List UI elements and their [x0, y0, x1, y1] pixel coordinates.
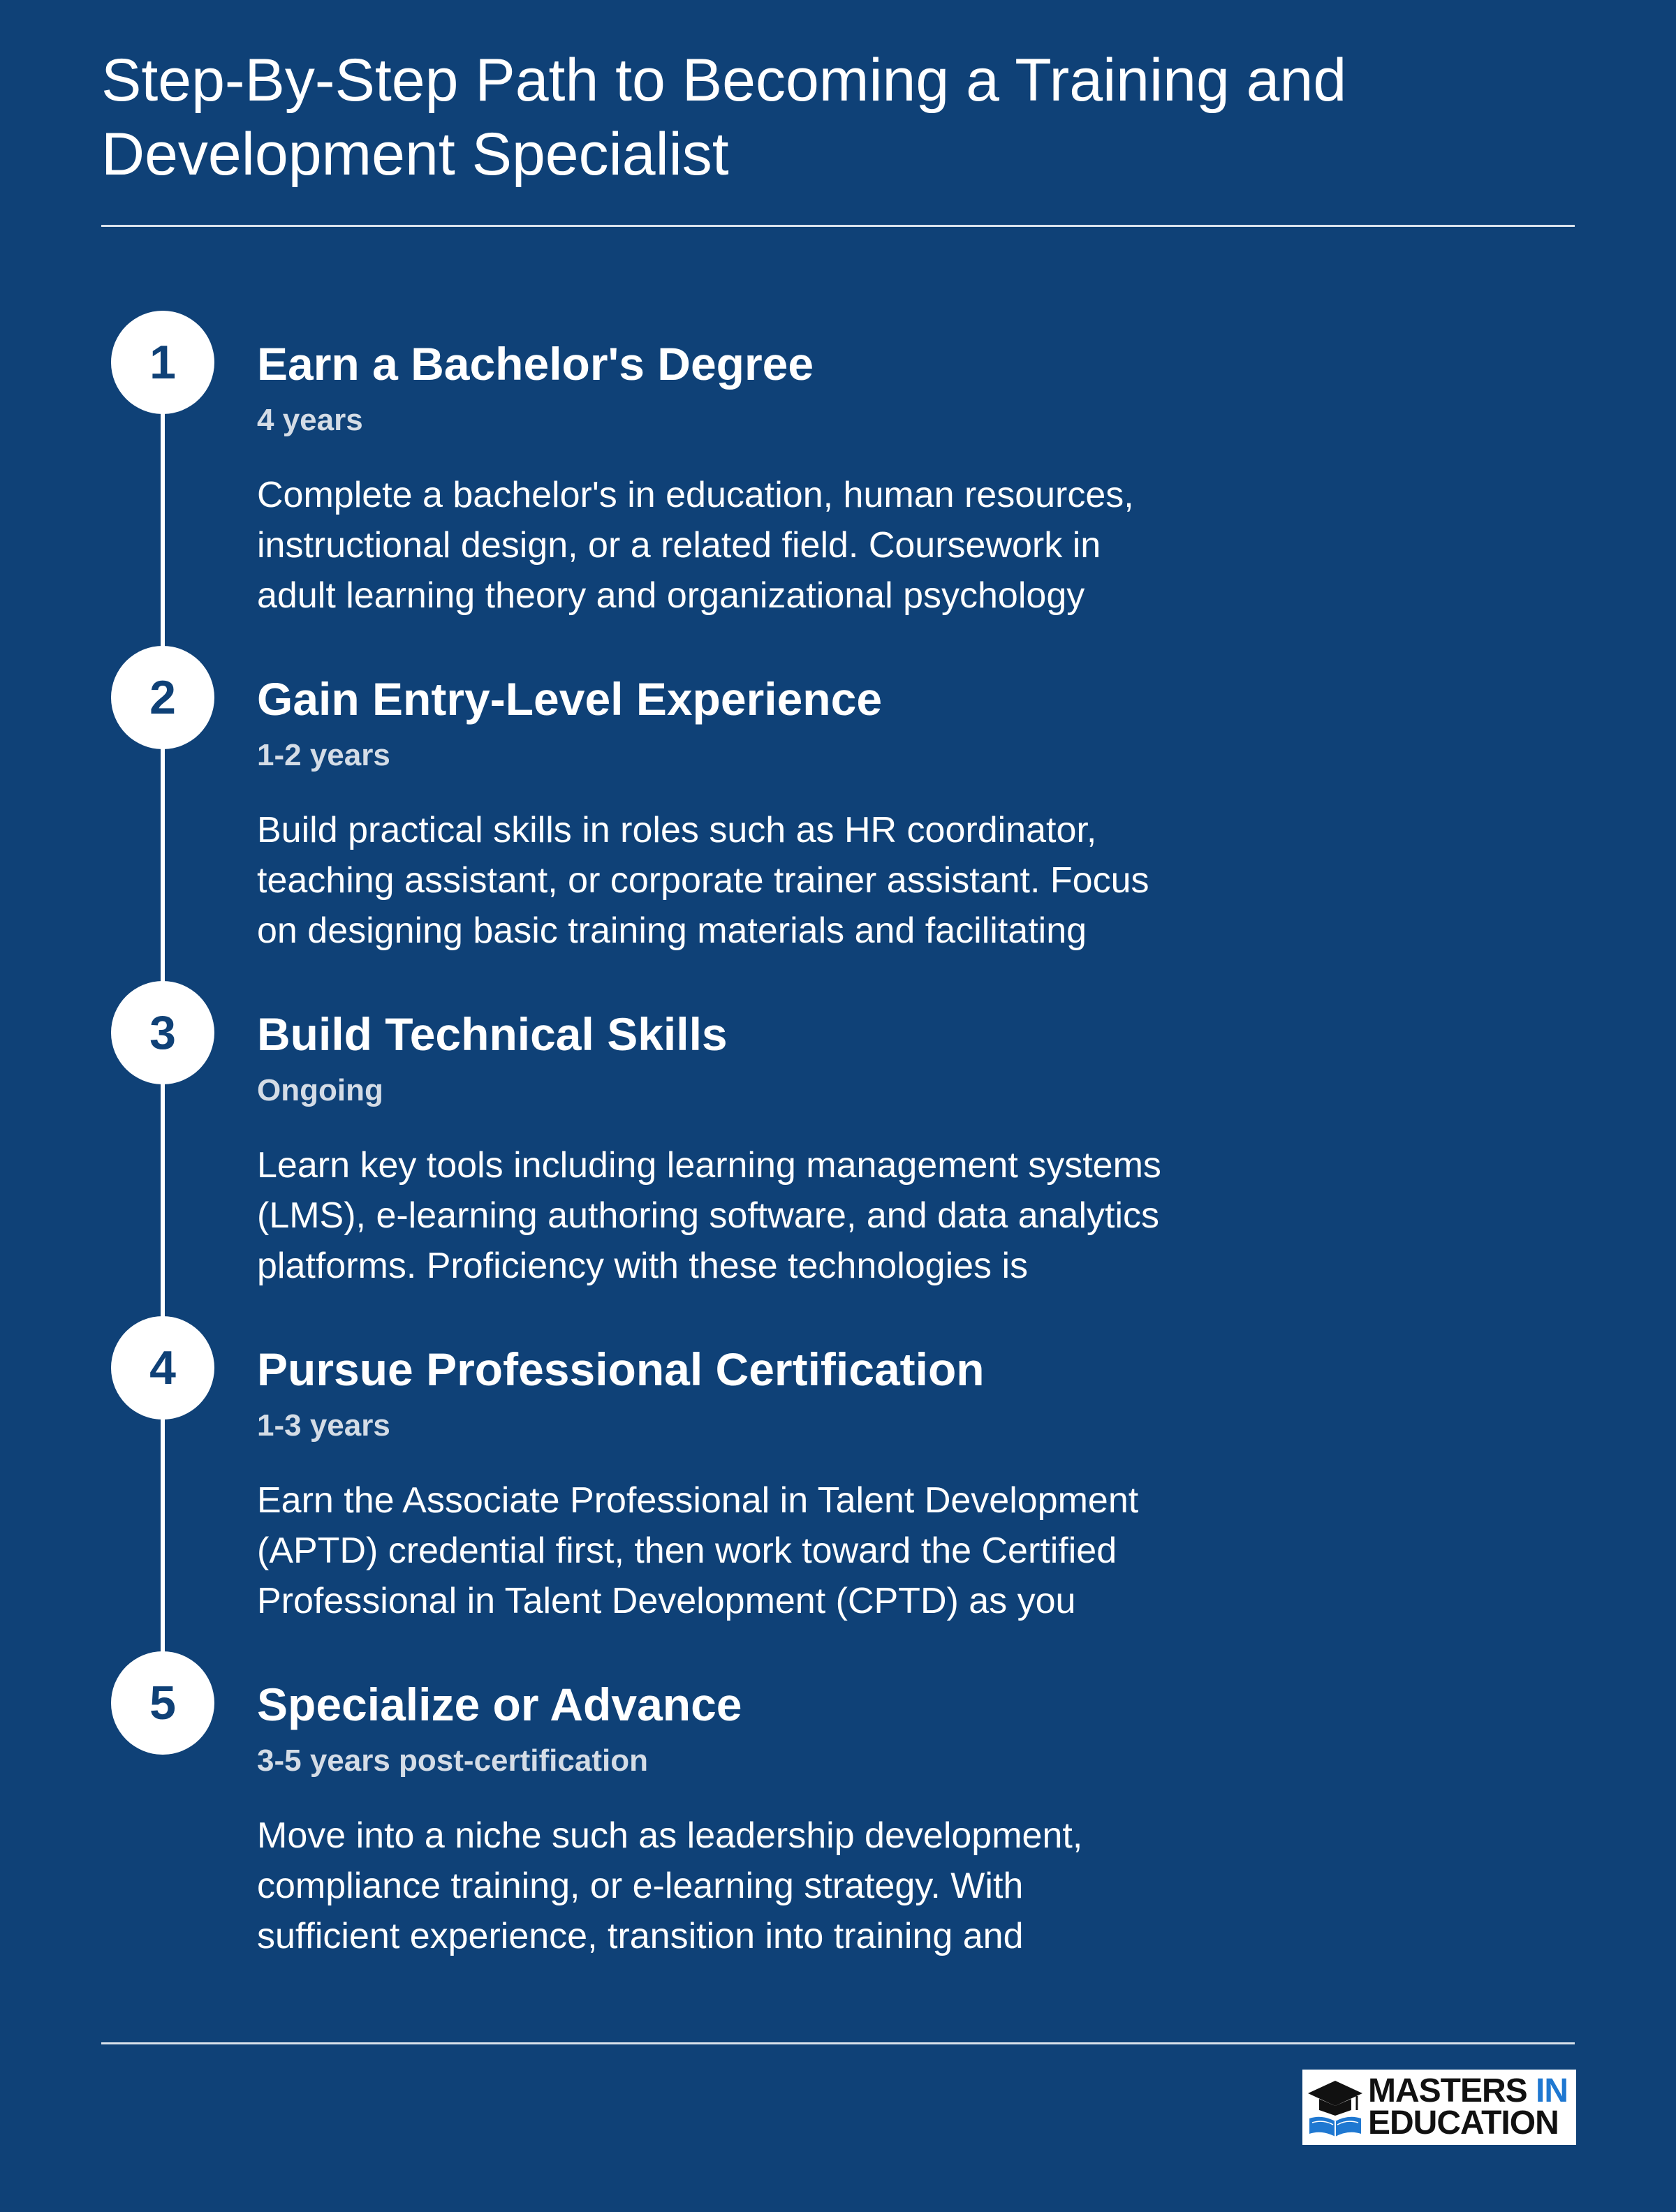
step-number-badge: 4	[111, 1316, 214, 1420]
page-title	[101, 43, 1498, 191]
step-duration: 1-3 years	[257, 1408, 390, 1443]
graduation-cap-book-icon	[1307, 2074, 1364, 2141]
step-description-line: compliance training, or e-learning strategy. With	[257, 1866, 1024, 1906]
step-description-line: teaching assistant, or corporate trainer assistant. Focus	[257, 860, 1149, 901]
masters-in-education-logo	[1302, 2070, 1576, 2145]
step-description	[257, 1811, 1291, 1961]
step-description-line: Professional in Talent Development (CPTD) as you	[257, 1581, 1076, 1621]
step-description	[257, 1475, 1291, 1626]
step-description	[257, 805, 1291, 956]
step-title: Gain Entry-Level Experience	[257, 673, 883, 725]
step-description	[257, 470, 1291, 621]
bottom-divider	[101, 2042, 1575, 2044]
logo-word-masters: MASTERS	[1368, 2072, 1527, 2109]
step-number-badge: 2	[111, 646, 214, 749]
page-title-line-2: Development Specialist	[101, 121, 729, 188]
step-description-line: platforms. Proficiency with these technologies is	[257, 1246, 1029, 1286]
step-description-line: adult learning theory and organizational psychology	[257, 575, 1085, 616]
step-duration: 3-5 years post-certification	[257, 1743, 648, 1778]
page-title-line-1: Step-By-Step Path to Becoming a Training and	[101, 47, 1347, 114]
step-title: Earn a Bachelor's Degree	[257, 338, 814, 390]
step-description-line: Learn key tools including learning management systems	[257, 1145, 1161, 1186]
step-description-line: Build practical skills in roles such as HR coordinator,	[257, 810, 1097, 850]
step-title: Specialize or Advance	[257, 1679, 742, 1730]
step-description	[257, 1140, 1291, 1291]
step-description-line: on designing basic training materials and facilitating	[257, 910, 1087, 951]
step-description-line: Move into a niche such as leadership development,	[257, 1815, 1083, 1856]
step-description-line: (APTD) credential first, then work toward the Certified	[257, 1531, 1117, 1571]
step-title: Build Technical Skills	[257, 1008, 728, 1060]
step-duration: 4 years	[257, 403, 363, 437]
step-description-line: instructional design, or a related field. Coursework in	[257, 525, 1101, 566]
step-number-badge: 3	[111, 981, 214, 1084]
logo-word-education: EDUCATION	[1368, 2104, 1559, 2141]
top-divider	[101, 225, 1575, 227]
step-number-badge: 1	[111, 311, 214, 414]
step-title: Pursue Professional Certification	[257, 1343, 985, 1395]
logo-wordmark	[1368, 2072, 1568, 2141]
step-duration: 1-2 years	[257, 738, 390, 772]
step-duration: Ongoing	[257, 1073, 383, 1107]
step-number-badge: 5	[111, 1651, 214, 1755]
logo-word-in: IN	[1536, 2072, 1568, 2109]
step-description-line: (LMS), e-learning authoring software, and data analytics	[257, 1195, 1160, 1236]
step-description-line: Earn the Associate Professional in Talent Development	[257, 1480, 1139, 1521]
step-description-line: sufficient experience, transition into training and	[257, 1916, 1024, 1956]
step-description-line: Complete a bachelor's in education, human resources,	[257, 475, 1134, 515]
